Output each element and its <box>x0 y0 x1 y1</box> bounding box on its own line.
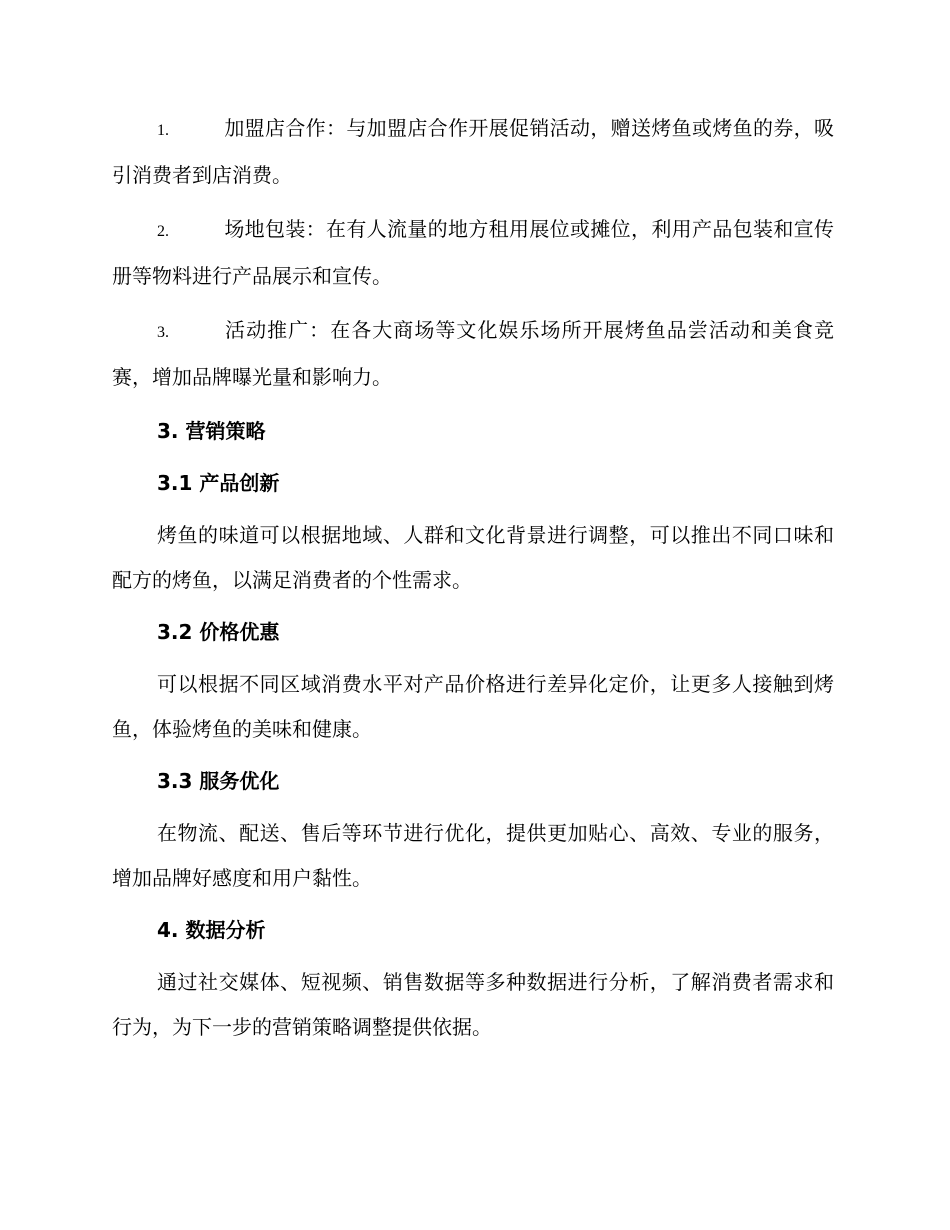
list-item-text: 活动推广：在各大商场等文化娱乐场所开展烤鱼品尝活动和美食竞赛，增加品牌曝光量和影响力。 <box>112 318 834 389</box>
paragraph-product-innovation: 烤鱼的味道可以根据地域、人群和文化背景进行调整，可以推出不同口味和配方的烤鱼，以满足消费者的个性需求。 <box>112 523 834 592</box>
list-number: 3. <box>157 324 169 341</box>
list-number: 2. <box>157 223 169 240</box>
list-item <box>112 308 834 400</box>
paragraph-data-analysis: 通过社交媒体、短视频、销售数据等多种数据进行分析，了解消费者需求和行为，为下一步的营销策略调整提供依据。 <box>112 970 834 1039</box>
subsection-heading-service-optimization: 3.3 服务优化 <box>157 769 280 793</box>
paragraph-service-optimization: 在物流、配送、售后等环节进行优化，提供更加贴心、高效、专业的服务，增加品牌好感度和用户黏性。 <box>112 821 834 890</box>
section-heading-data-analysis: 4. 数据分析 <box>157 918 266 942</box>
list-number: 1. <box>157 122 169 139</box>
subsection-heading-product-innovation: 3.1 产品创新 <box>157 471 280 495</box>
list-item <box>112 106 834 198</box>
subsection-heading-price-discount: 3.2 价格优惠 <box>157 620 280 644</box>
document-body <box>112 106 834 1057</box>
list-item <box>112 207 834 299</box>
list-item-text: 加盟店合作：与加盟店合作开展促销活动，赠送烤鱼或烤鱼的券，吸引消费者到店消费。 <box>112 116 834 187</box>
paragraph-price-discount: 可以根据不同区域消费水平对产品价格进行差异化定价，让更多人接触到烤鱼，体验烤鱼的美味和健康。 <box>112 672 834 741</box>
list-item-text: 场地包装：在有人流量的地方租用展位或摊位，利用产品包装和宣传册等物料进行产品展示和宣传。 <box>112 217 834 288</box>
section-heading-marketing-strategy: 3. 营销策略 <box>157 419 266 443</box>
